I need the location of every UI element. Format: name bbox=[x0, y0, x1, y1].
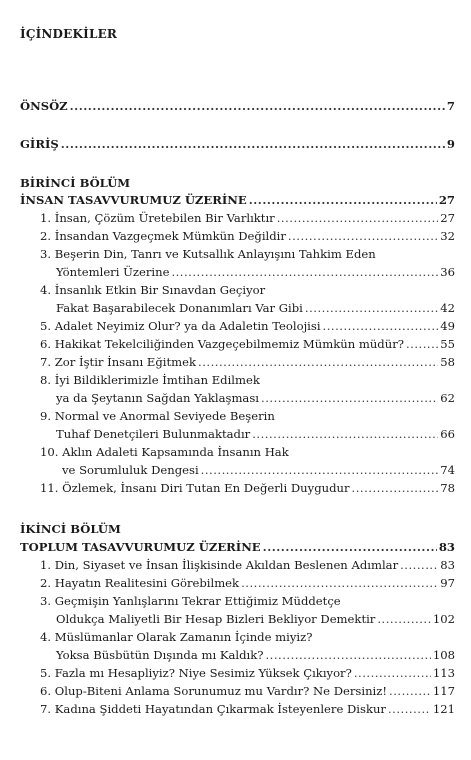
entry-page: 9 bbox=[446, 137, 455, 151]
dot-leader bbox=[252, 426, 438, 442]
entry-title: 11. Özlemek, İnsanı Diri Tutan En Değerli Duygudur bbox=[40, 481, 350, 495]
entry-title: 2. İnsandan Vazgeçmek Mümkün Değildir bbox=[40, 229, 286, 243]
entry-title: 1. Din, Siyaset ve İnsan İlişkisinde Akıldan Beslenen Adımlar bbox=[40, 558, 399, 572]
entry-page: 108 bbox=[432, 648, 455, 662]
part1-item-2 bbox=[40, 228, 455, 244]
entry-title: 2. Hayatın Realitesini Görebilmek bbox=[40, 576, 240, 590]
entry-title: TOPLUM TASAVVURUMUZ ÜZERİNE bbox=[20, 540, 261, 554]
entry-page: 55 bbox=[440, 337, 455, 351]
entry-page: 113 bbox=[432, 666, 455, 680]
dot-leader bbox=[249, 192, 437, 208]
dot-leader bbox=[70, 98, 445, 114]
dot-leader bbox=[263, 539, 437, 555]
part2-title-entry bbox=[20, 539, 455, 555]
entry-page: 58 bbox=[440, 355, 455, 369]
part2-item-2 bbox=[40, 575, 455, 591]
entry-page: 66 bbox=[440, 427, 455, 441]
dot-leader bbox=[305, 300, 438, 316]
part1-item-6 bbox=[40, 336, 455, 352]
dot-leader bbox=[198, 354, 438, 370]
dot-leader bbox=[266, 647, 431, 663]
entry-title: 5. Fazla mı Hesapliyiz? Niye Sesimiz Yüksek Çıkıyor? bbox=[40, 666, 352, 680]
entry-title: 7. Kadına Şiddeti Hayatından Çıkarmak İsteyenlere Diskur bbox=[40, 702, 386, 716]
part2-item-7 bbox=[40, 701, 455, 717]
dot-leader bbox=[377, 611, 431, 627]
part2-item-5 bbox=[40, 665, 455, 681]
entry-title: ve Sorumluluk Dengesi bbox=[62, 463, 199, 477]
entry-title: 6. Hakikat Tekelciliğinden Vazgeçebilmemiz Mümkün müdür? bbox=[40, 337, 404, 351]
entry-page: 74 bbox=[440, 463, 455, 477]
part1-item-9 bbox=[56, 426, 455, 442]
part2-item-1 bbox=[40, 557, 455, 573]
entry-page: 97 bbox=[440, 576, 455, 590]
entry-page: 49 bbox=[440, 319, 455, 333]
entry-page: 83 bbox=[440, 558, 455, 572]
part1-label: BİRİNCİ BÖLÜM bbox=[20, 176, 131, 190]
part2-item-4 bbox=[56, 647, 455, 663]
entry-title: ÖNSÖZ bbox=[20, 99, 68, 113]
entry-title: 7. Zor İştir İnsanı Eğitmek bbox=[40, 355, 197, 369]
entry-page: 7 bbox=[446, 99, 455, 113]
dot-leader bbox=[277, 210, 439, 226]
entry-title: 1. İnsan, Çözüm Üretebilen Bir Varlıktır bbox=[40, 211, 275, 225]
part2-item-6 bbox=[40, 683, 455, 699]
entry-title: 5. Adalet Neyimiz Olur? ya da Adaletin Teolojisi bbox=[40, 319, 321, 333]
part1-item-8-line1: 8. İyi Bildiklerimizle İmtihan Edilmek bbox=[40, 373, 260, 387]
dot-leader bbox=[261, 390, 438, 406]
entry-title: Yoksa Büsbütün Dışında mı Kaldık? bbox=[56, 648, 264, 662]
part1-item-3 bbox=[56, 264, 455, 280]
entry-title: ya da Şeytanın Sağdan Yaklaşması bbox=[56, 391, 260, 405]
dot-leader bbox=[352, 480, 439, 496]
entry-page: 42 bbox=[440, 301, 455, 315]
entry-title: Fakat Başarabilecek Donanımları Var Gibi bbox=[56, 301, 303, 315]
entry-page: 62 bbox=[440, 391, 455, 405]
entry-title: GİRİŞ bbox=[20, 137, 59, 151]
part1-item-5 bbox=[40, 318, 455, 334]
toc-heading: İÇİNDEKİLER bbox=[20, 27, 118, 41]
part1-item-8 bbox=[56, 390, 455, 406]
part1-item-4 bbox=[56, 300, 455, 316]
entry-title: Tuhaf Denetçileri Bulunmaktadır bbox=[56, 427, 251, 441]
dot-leader bbox=[171, 264, 438, 280]
entry-page: 102 bbox=[432, 612, 455, 626]
dot-leader bbox=[354, 665, 431, 681]
dot-leader bbox=[201, 462, 439, 478]
part1-item-9-line1: 9. Normal ve Anormal Seviyede Beşerin bbox=[40, 409, 275, 423]
part2-item-3 bbox=[56, 611, 455, 627]
entry-page: 117 bbox=[432, 684, 455, 698]
dot-leader bbox=[61, 136, 445, 152]
entry-title: İNSAN TASAVVURUMUZ ÜZERİNE bbox=[20, 193, 247, 207]
part1-item-7 bbox=[40, 354, 455, 370]
part1-item-4-line1: 4. İnsanlık Etkin Bir Sınavdan Geçiyor bbox=[40, 283, 266, 297]
entry-page: 32 bbox=[440, 229, 455, 243]
part2-item-4-line1: 4. Müslümanlar Olarak Zamanın İçinde miyiz? bbox=[40, 630, 313, 644]
part1-item-10 bbox=[62, 462, 455, 478]
entry-title: Yöntemleri Üzerine bbox=[56, 265, 170, 279]
part1-item-1 bbox=[40, 210, 455, 226]
part1-item-3-line1: 3. Beşerin Din, Tanrı ve Kutsallık Anlayışını Tahkim Eden bbox=[40, 247, 376, 261]
dot-leader bbox=[400, 557, 438, 573]
toc-entry-preface bbox=[20, 98, 455, 114]
part2-label: İKİNCİ BÖLÜM bbox=[20, 522, 121, 536]
dot-leader bbox=[288, 228, 438, 244]
dot-leader bbox=[389, 683, 431, 699]
part1-item-11 bbox=[40, 480, 455, 496]
part1-title-entry bbox=[20, 192, 455, 208]
entry-page: 121 bbox=[432, 702, 455, 716]
part2-item-3-line1: 3. Geçmişin Yanlışlarını Tekrar Ettiğimiz Müddetçe bbox=[40, 594, 341, 608]
toc-entry-introduction bbox=[20, 136, 455, 152]
dot-leader bbox=[323, 318, 439, 334]
entry-page: 27 bbox=[440, 211, 455, 225]
entry-page: 27 bbox=[438, 193, 455, 207]
part1-item-10-line1: 10. Aklın Adaleti Kapsamında İnsanın Hak bbox=[40, 445, 289, 459]
dot-leader bbox=[388, 701, 431, 717]
entry-page: 83 bbox=[438, 540, 455, 554]
entry-title: 6. Olup-Biteni Anlama Sorunumuz mu Vardır? Ne Dersiniz! bbox=[40, 684, 388, 698]
dot-leader bbox=[406, 336, 438, 352]
entry-title: Oldukça Maliyetli Bir Hesap Bizleri Bekliyor Demektir bbox=[56, 612, 376, 626]
entry-page: 36 bbox=[440, 265, 455, 279]
entry-page: 78 bbox=[440, 481, 455, 495]
dot-leader bbox=[241, 575, 438, 591]
